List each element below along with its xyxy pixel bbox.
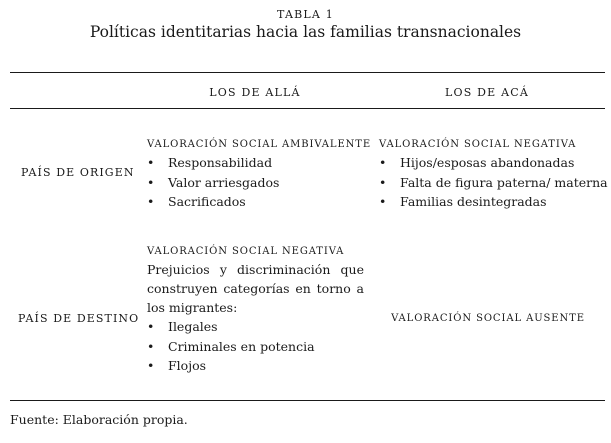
cell-destino-aca: VALORACIÓN SOCIAL AUSENTE	[391, 313, 585, 324]
bullet-icon: •	[379, 155, 387, 170]
list-item	[379, 173, 608, 193]
table-label: TABLA 1	[277, 8, 334, 21]
row-header-destino: PAÍS DE DESTINO	[18, 312, 140, 325]
list-item-text: Valor arriesgados	[168, 174, 280, 190]
cell-destino-alla	[147, 245, 364, 376]
list-item	[147, 317, 364, 337]
list-item	[147, 337, 364, 357]
list-item	[147, 356, 364, 376]
list-item-text: Flojos	[168, 358, 207, 373]
header-rule	[10, 108, 605, 109]
bullet-icon: •	[379, 194, 387, 209]
list-item-text: Responsabilidad	[168, 155, 273, 170]
cell-title: VALORACIÓN SOCIAL AMBIVALENTE	[147, 139, 372, 150]
list-item	[379, 192, 605, 212]
list-item	[147, 153, 367, 173]
source-note: Fuente: Elaboración propia.	[10, 412, 188, 427]
cell-title: VALORACIÓN SOCIAL NEGATIVA	[147, 246, 345, 257]
list-item	[147, 192, 367, 212]
cell-origen-aca	[379, 138, 608, 212]
column-header-aca: LOS DE ACÁ	[444, 86, 529, 99]
cell-text: Prejuicios y discriminación que construyen categorías en torno a los migrantes:	[147, 262, 364, 315]
bullet-icon: •	[147, 319, 155, 334]
row-header-origen: PAÍS DE ORIGEN	[21, 166, 135, 179]
bottom-rule	[10, 400, 605, 401]
list-item-text: Criminales en potencia	[168, 338, 315, 354]
bullet-list	[379, 153, 608, 212]
bullet-icon: •	[147, 194, 155, 209]
bullet-icon: •	[379, 174, 387, 190]
bullet-icon: •	[147, 155, 155, 170]
list-item-text: Falta de figura paterna/ materna	[400, 174, 608, 190]
list-item	[147, 173, 367, 193]
bullet-icon: •	[147, 174, 155, 190]
list-item-text: Familias desintegradas	[400, 194, 547, 209]
bullet-icon: •	[147, 338, 155, 354]
bullet-list	[147, 317, 364, 376]
table-title: Políticas identitarias hacia las familias transnacionales	[89, 23, 522, 41]
list-item	[379, 153, 605, 173]
column-header-alla: LOS DE ALLÁ	[209, 86, 301, 99]
cell-origen-alla	[147, 138, 372, 212]
list-item-text: Ilegales	[168, 319, 218, 334]
list-item-text: Hijos/esposas abandonadas	[400, 155, 575, 170]
list-item-text: Sacrificados	[168, 194, 246, 209]
bullet-icon: •	[147, 358, 155, 373]
top-rule	[10, 72, 605, 73]
cell-title: VALORACIÓN SOCIAL NEGATIVA	[379, 139, 577, 150]
bullet-list	[147, 153, 367, 212]
